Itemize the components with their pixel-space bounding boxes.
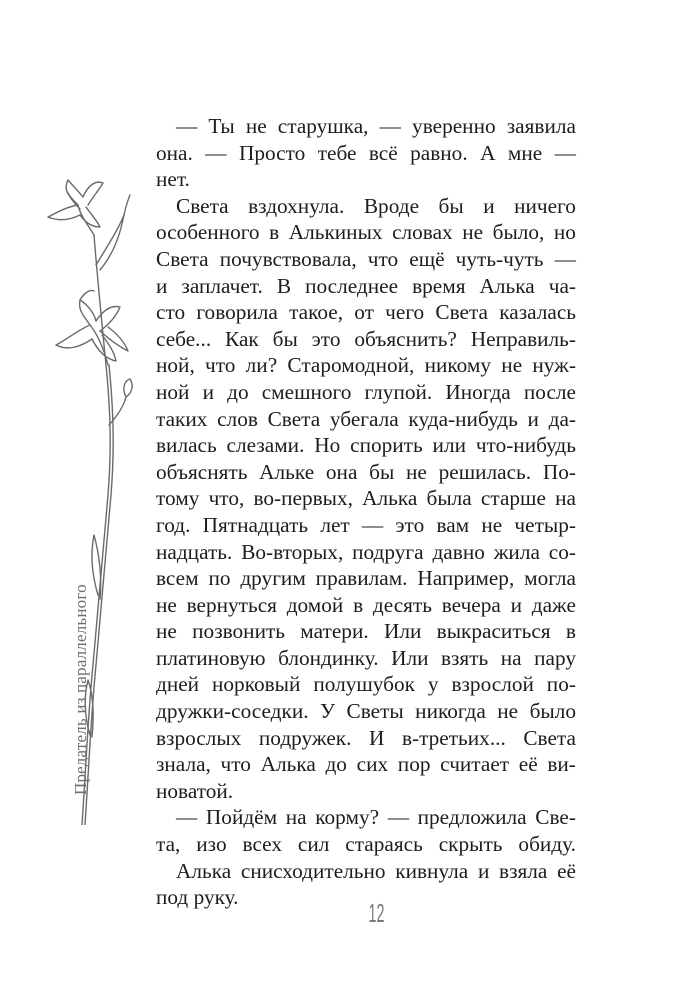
text-line: вилась слезами. Но спорить или что-нибудь	[156, 433, 576, 458]
page-number-label: 12	[368, 898, 384, 928]
text-line: всем по другим правилам. Например, могла	[156, 566, 576, 591]
text-line: таких слов Света убегала куда-нибудь и да-	[156, 406, 576, 431]
text-line: Алька снисходительно кивнула и взяла её	[176, 858, 576, 883]
text-line: и заплачет. В последнее время Алька ча-	[156, 273, 576, 298]
text-line: не вернуться домой в десять вечера и даже	[156, 592, 576, 617]
text-line: дней норковый полушубок у взрослой по-	[156, 672, 576, 697]
text-line: сто говорила такое, от чего Света казалась	[156, 300, 576, 325]
page-number	[352, 898, 400, 929]
text-line: под руку.	[156, 885, 239, 910]
text-line: нет.	[156, 167, 190, 192]
text-line: новатой.	[156, 778, 234, 803]
bellflower-illustration	[38, 175, 148, 825]
text-line: себе... Как бы это объяснить? Неправиль-	[156, 326, 576, 351]
text-line: знала, что Алька до сих пор считает её ви-	[156, 752, 576, 777]
text-line: платиновую блондинку. Или взять на пару	[156, 645, 576, 670]
text-line: она. — Просто тебе всё равно. А мне —	[156, 140, 576, 165]
text-line: не позвонить матери. Или выкраситься в	[156, 619, 576, 644]
text-line: взрослых подружек. И в-третьих... Света	[156, 725, 576, 750]
text-line: дружки-соседки. У Светы никогда не было	[156, 699, 576, 724]
text-line: особенного в Алькиных словах не было, но	[156, 220, 576, 245]
body-text	[156, 113, 576, 911]
text-line: объяснять Альке она бы не решилась. По-	[156, 459, 576, 484]
text-line: Света почувствовала, что ещё чуть-чуть —	[156, 246, 576, 271]
text-line: — Пойдём на корму? — предложила Све-	[176, 805, 576, 830]
text-line: та, изо всех сил стараясь скрыть обиду.	[156, 832, 576, 857]
text-line: тому что, во-первых, Алька была старше на	[156, 486, 576, 511]
text-line: Света вздохнула. Вроде бы и ничего	[176, 193, 576, 218]
text-line: ной и до смешного глупой. Иногда после	[156, 379, 576, 404]
text-line: год. Пятнадцать лет — это вам не четыр-	[156, 512, 576, 537]
text-line: надцать. Во-вторых, подруга давно жила со-	[156, 539, 576, 564]
running-title: Предатель из параллельного	[71, 584, 90, 795]
text-line: — Ты не старушка, — уверенно заявила	[176, 114, 576, 138]
text-line: ной, что ли? Старомодной, никому не нуж-	[156, 353, 576, 378]
